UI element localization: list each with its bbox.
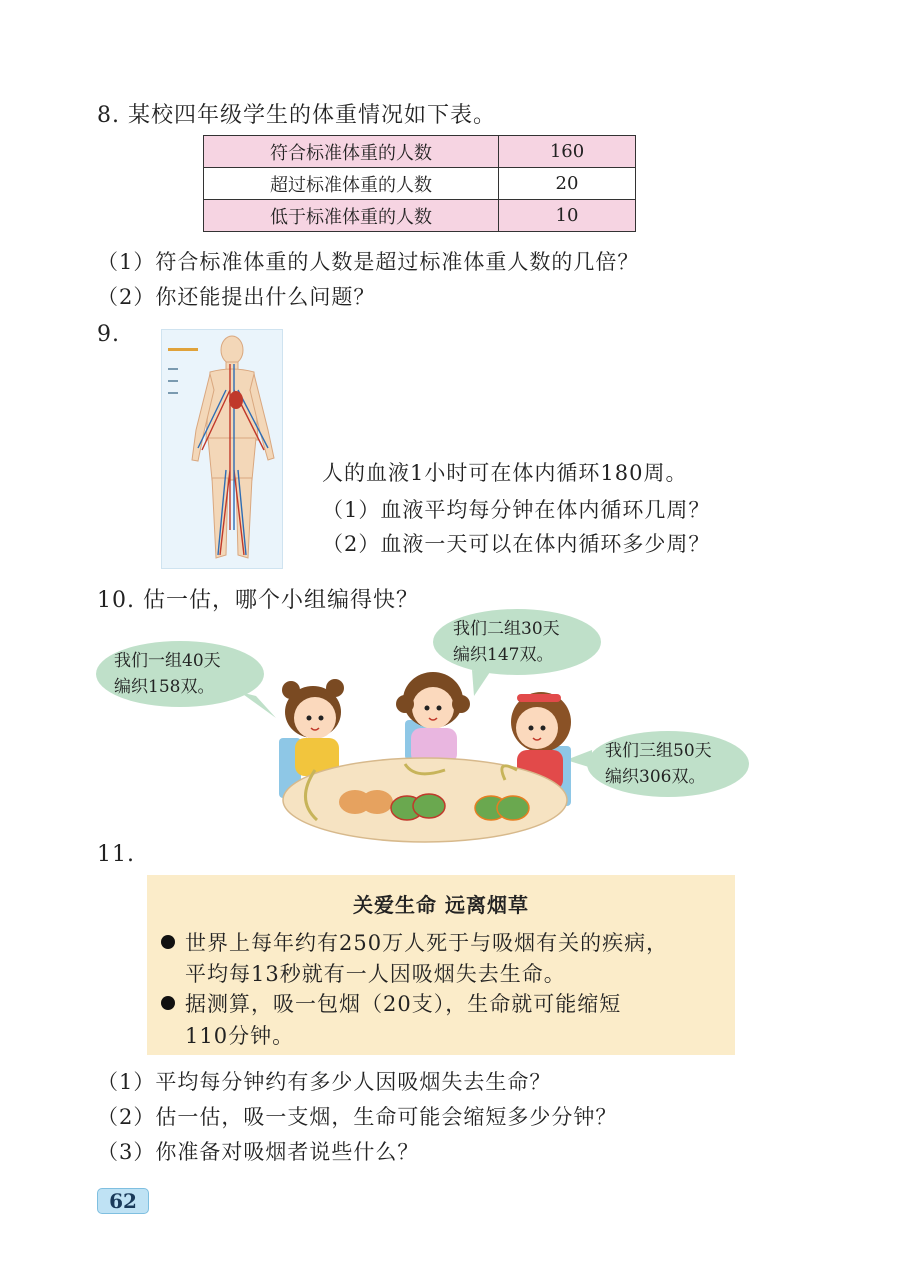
bubble-line: 编织306双。	[605, 767, 706, 787]
q9-number: 9.	[97, 322, 120, 347]
bullet-dot-icon	[161, 996, 175, 1010]
q8-title: 8. 某校四年级学生的体重情况如下表。	[97, 103, 496, 128]
circulatory-system-illustration	[161, 329, 283, 569]
weight-table	[203, 135, 636, 232]
table-cell-label: 符合标准体重的人数	[204, 136, 499, 168]
children-weaving-illustration	[255, 660, 585, 850]
bullet-line: 世界上每年约有250万人死于与吸烟有关的疾病，	[185, 931, 669, 955]
q9-sub1: （1）血液平均每分钟在体内循环几周？	[322, 498, 711, 522]
table-cell-value: 160	[499, 136, 636, 168]
table-cell-value: 10	[499, 200, 636, 232]
table-row	[204, 200, 636, 232]
bubble-line: 我们一组40天	[114, 651, 221, 671]
table-cell-value: 20	[499, 168, 636, 200]
table-cell-label: 超过标准体重的人数	[204, 168, 499, 200]
info-box-title: 关爱生命 远离烟草	[353, 893, 529, 917]
speech-bubble-group3	[587, 731, 749, 797]
bullet-line: 110分钟。	[185, 1024, 295, 1048]
q10-title: 10. 估一估，哪个小组编得快？	[97, 588, 419, 613]
q9-sub2: （2）血液一天可以在体内循环多少周？	[322, 532, 711, 556]
bubble-line: 编织147双。	[453, 645, 554, 665]
q11-sub2: （2）估一估，吸一支烟，生命可能会缩短多少分钟？	[97, 1105, 618, 1129]
table-row	[204, 136, 636, 168]
bullet-line: 平均每13秒就有一人因吸烟失去生命。	[185, 962, 566, 986]
speech-bubble-group1	[96, 641, 264, 707]
table-cell-label: 低于标准体重的人数	[204, 200, 499, 232]
table-row	[204, 168, 636, 200]
q9-statement: 人的血液1小时可在体内循环180周。	[322, 461, 688, 485]
bubble-line: 我们二组30天	[453, 619, 560, 639]
bubble-line: 我们三组50天	[605, 741, 712, 761]
bubble-line: 编织158双。	[114, 677, 215, 697]
bullet-line: 据测算，吸一包烟（20支），生命就可能缩短	[185, 992, 622, 1016]
q8-sub2: （2）你还能提出什么问题？	[97, 285, 376, 309]
page-number-badge: 62	[97, 1188, 149, 1214]
q11-sub1: （1）平均每分钟约有多少人因吸烟失去生命？	[97, 1070, 552, 1094]
q8-sub1: （1）符合标准体重的人数是超过标准体重人数的几倍？	[97, 250, 640, 274]
bullet-dot-icon	[161, 935, 175, 949]
info-box	[147, 875, 735, 1055]
q11-sub3: （3）你准备对吸烟者说些什么？	[97, 1140, 420, 1164]
q11-number: 11.	[97, 842, 135, 867]
